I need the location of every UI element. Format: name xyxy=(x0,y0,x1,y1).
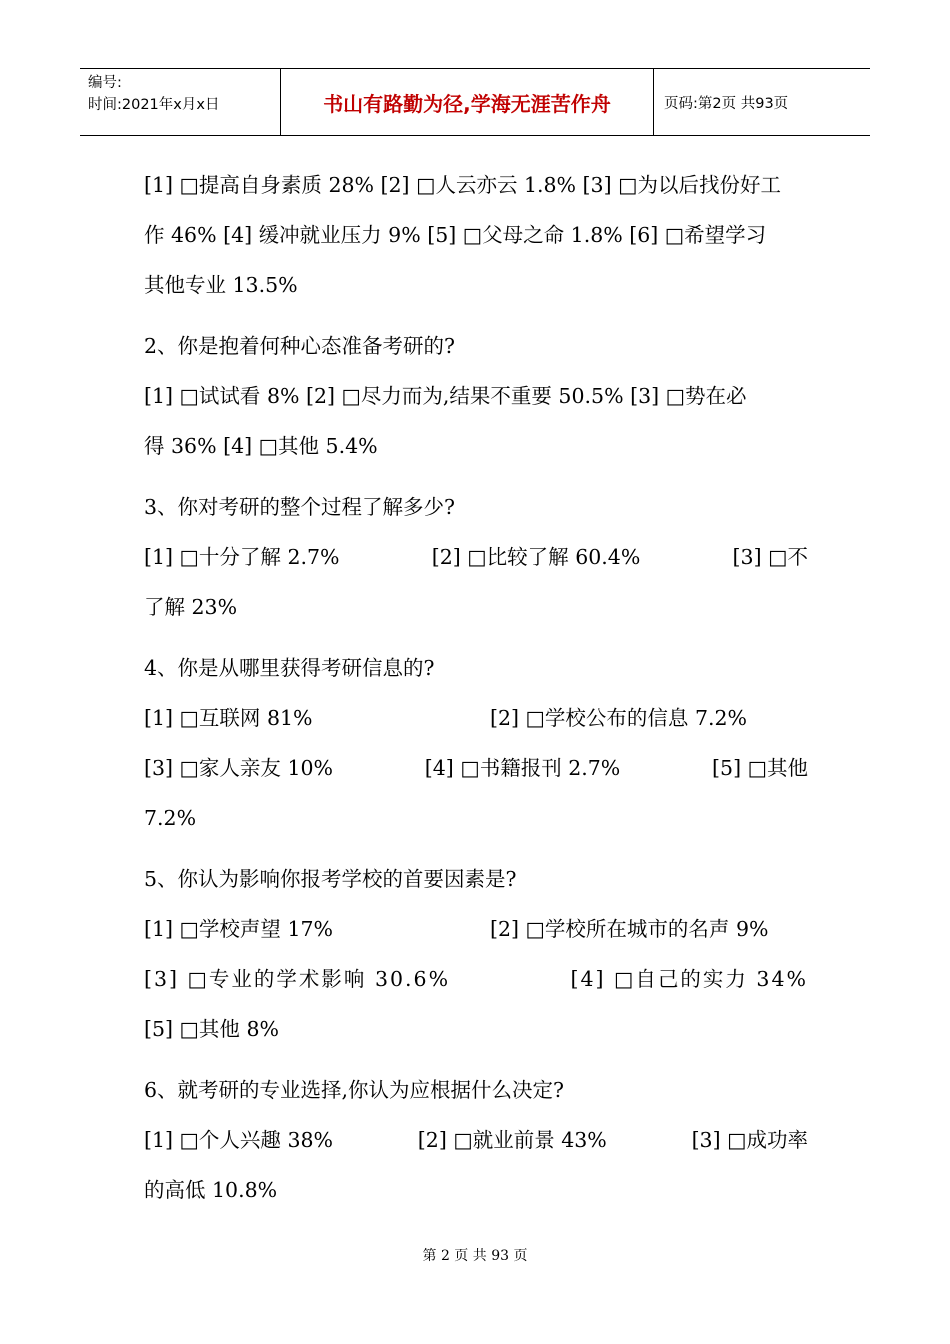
q2-options-line-2: 得 36% [4] □其他 5.4% xyxy=(144,434,378,458)
number-label: 编号: xyxy=(88,75,122,91)
q6-options-line-2: 的高低 10.8% xyxy=(144,1178,278,1202)
page-footer: 第 2 页 共 93 页 xyxy=(422,1248,528,1264)
header-motto: 书山有路勤为径,学海无涯苦作舟 xyxy=(281,69,654,135)
q5-options-line-3: [5] □其他 8% xyxy=(144,1017,279,1041)
q4-option-2: [2] □学校公布的信息 7.2% xyxy=(490,706,748,730)
q3-option-3: [3] □不 xyxy=(732,545,808,569)
header-left-cell xyxy=(80,69,281,135)
q4-option-3: [3] □家人亲友 10% xyxy=(144,756,334,780)
q3-options-line-2: 了解 23% xyxy=(144,595,238,619)
q6-option-3: [3] □成功率 xyxy=(691,1128,808,1152)
q5-option-4: [4] □自己的实力 34% xyxy=(570,967,808,991)
time-label: 时间:2021年x月x日 xyxy=(88,97,220,113)
q5-option-2: [2] □学校所在城市的名声 9% xyxy=(490,917,769,941)
q2-options-line-1: [1] □试试看 8% [2] □尽力而为,结果不重要 50.5% [3] □势在必 xyxy=(144,384,747,408)
document-body xyxy=(144,160,808,1215)
question-4: 4、你是从哪里获得考研信息的? xyxy=(144,656,435,680)
question-2: 2、你是抱着何种心态准备考研的? xyxy=(144,334,456,358)
q5-option-3: [3] □专业的学术影响 30.6% xyxy=(144,967,451,991)
q3-options-line-1 xyxy=(144,532,808,582)
q5-option-1: [1] □学校声望 17% xyxy=(144,917,334,941)
page-header xyxy=(80,68,870,136)
q4-options-line-2 xyxy=(144,743,808,793)
q1-options-line-3: 其他专业 13.5% xyxy=(144,273,298,297)
question-5: 5、你认为影响你报考学校的首要因素是? xyxy=(144,867,517,891)
q1-options-line-1: [1] □提高自身素质 28% [2] □人云亦云 1.8% [3] □为以后找份好工 xyxy=(144,173,781,197)
q6-option-1: [1] □个人兴趣 38% xyxy=(144,1128,334,1152)
q5-options-line-2 xyxy=(144,954,808,1004)
q4-options-line-3: 7.2% xyxy=(144,806,197,830)
q4-option-4: [4] □书籍报刊 2.7% xyxy=(424,756,621,780)
q4-options-line-1 xyxy=(144,693,808,743)
q4-option-5: [5] □其他 xyxy=(712,756,808,780)
q1-options-line-2: 作 46% [4] 缓冲就业压力 9% [5] □父母之命 1.8% [6] □希望学习 xyxy=(144,223,767,247)
question-6: 6、就考研的专业选择,你认为应根据什么决定? xyxy=(144,1078,565,1102)
q3-option-1: [1] □十分了解 2.7% xyxy=(144,545,340,569)
q4-option-1: [1] □互联网 81% xyxy=(144,706,313,730)
q6-options-line-1 xyxy=(144,1115,808,1165)
question-3: 3、你对考研的整个过程了解多少? xyxy=(144,495,456,519)
q6-option-2: [2] □就业前景 43% xyxy=(417,1128,607,1152)
q5-options-line-1 xyxy=(144,904,808,954)
q3-option-2: [2] □比较了解 60.4% xyxy=(431,545,641,569)
header-page-info: 页码:第2页 共93页 xyxy=(664,95,789,112)
